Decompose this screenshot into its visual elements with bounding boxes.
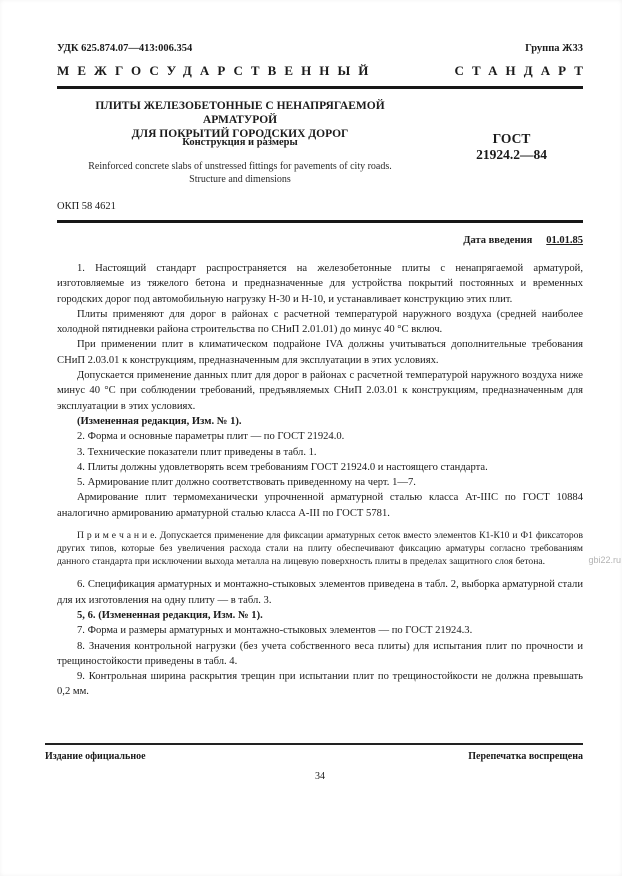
standard-kind-word2: СТАНДАРТ (454, 63, 592, 78)
paragraph: Армирование плит термомеханически упрочненной арматурной сталью класса Ат-IIIC по ГОСТ 10884 аналогично армированию арматурной сталью класса А-III по ГОСТ 5781. (57, 492, 583, 519)
document-title-line2: ДЛЯ ПОКРЫТИЙ ГОРОДСКИХ ДОРОГ (131, 128, 349, 140)
footer-row (45, 751, 583, 762)
paragraph: 5. Армирование плит должно соответствовать приведенному на черт. 1—7. (77, 477, 416, 489)
paragraph: При применении плит в климатическом подрайоне IVA должны учитываться дополнительные требования СНиП 2.03.01 к конструкциям, предназначенным для эксплуатации в этих условиях. (57, 339, 583, 366)
document-title (57, 99, 423, 141)
paragraph: П р и м е ч а н и е. Допускается применение для фиксации арматурных сеток вместо элементов К1-К10 и Ф1 фиксаторов других типов, которые без увеличения расхода стали на плиту обеспечивают фиксацию арматуры согласно требованиям данного стандарта при исключении выхода металла на лицевую поверхность плиты в пределах защитного слоя бетона. (57, 530, 583, 568)
classification-row (57, 43, 583, 54)
paragraph: 1. Настоящий стандарт распространяется на железобетонные плиты с ненапрягаемой арматурой, изготовляемые из тяжелого бетона и предназначенные для устройства покрытий постоянных и временных городских дорог под автомобильную нагрузку Н-30 и Н-10, и устанавливает конструкцию этих плит. (57, 263, 583, 305)
paragraph: 8. Значения контрольной нагрузки (без учета собственного веса плиты) для испытания плит по прочности и трещиностойкости приведены в табл. 4. (57, 640, 583, 667)
paragraph: (Измененная редакция, Изм. № 1). (77, 415, 242, 427)
date-value: 01.01.85 (546, 235, 583, 246)
gost-number-block (440, 131, 583, 163)
subtitle-english-line1: Reinforced concrete slabs of unstressed fittings for pavements of city roads. (88, 161, 392, 172)
footer-edition-note: Издание официальное (45, 751, 146, 762)
paragraph: 2. Форма и основные параметры плит — по ГОСТ 21924.0. (77, 431, 345, 443)
paragraph: 3. Технические показатели плит приведены в табл. 1. (77, 446, 317, 458)
standard-kind-word1: МЕЖГОСУДАРСТВЕННЫЙ (57, 63, 377, 78)
document-body (57, 261, 583, 700)
group-code: Группа Ж33 (525, 43, 583, 54)
subtitle-english-line2: Structure and dimensions (189, 174, 291, 185)
document-title-line1: ПЛИТЫ ЖЕЛЕЗОБЕТОННЫЕ С НЕНАПРЯГАЕМОЙ АРМАТУРОЙ (95, 100, 385, 126)
paragraph: 5, 6. (Измененная редакция, Изм. № 1). (77, 609, 263, 621)
paragraph: 7. Форма и размеры арматурных и монтажно-стыковых элементов — по ГОСТ 21924.3. (77, 625, 473, 637)
okp-code: ОКП 58 4621 (57, 201, 116, 212)
gost-label: ГОСТ (492, 131, 531, 146)
gost-number: 21924.2—84 (476, 147, 547, 162)
date-label: Дата введения (463, 235, 533, 246)
okp-rule (57, 220, 583, 223)
footer-reprint-note: Перепечатка воспрещена (468, 751, 583, 762)
subtitle-russian: Конструкция и размеры (182, 137, 298, 148)
paragraph: 9. Контрольная ширина раскрытия трещин при испытании плит по трещиностойкости не должна превышать 0,2 мм. (57, 671, 583, 698)
footer-rule (45, 743, 583, 745)
header-rule (57, 86, 583, 89)
paragraph: Допускается применение данных плит для дорог в районах с расчетной температурой наружного воздуха ниже минус 40 °С при соблюдении требований, предъявляемых СНиП 2.03.01 к конструкциям, предназначенным для эксплуатации в этих условиях. (57, 370, 583, 412)
udk-code: УДК 625.874.07—413:006.354 (57, 43, 193, 54)
paragraph: Плиты применяют для дорог в районах с расчетной температурой наружного воздуха (средней наиболее холодной пятидневки района строительства по СНиП 2.01.01) до минус 40 °С включ. (57, 308, 583, 336)
paragraph: 4. Плиты должны удовлетворять всем требованиям ГОСТ 21924.0 и настоящего стандарта. (77, 461, 488, 473)
introduction-date (463, 235, 583, 246)
subtitle-english (47, 160, 433, 186)
site-watermark: gbi22.ru (588, 555, 621, 565)
paragraph: 6. Спецификация арматурных и монтажно-стыковых элементов приведена в табл. 2, выборка арматурной стали для их изготовления на одну плиту — в табл. 3. (57, 579, 583, 606)
standard-kind-heading (57, 63, 592, 79)
page-number: 34 (315, 771, 325, 782)
